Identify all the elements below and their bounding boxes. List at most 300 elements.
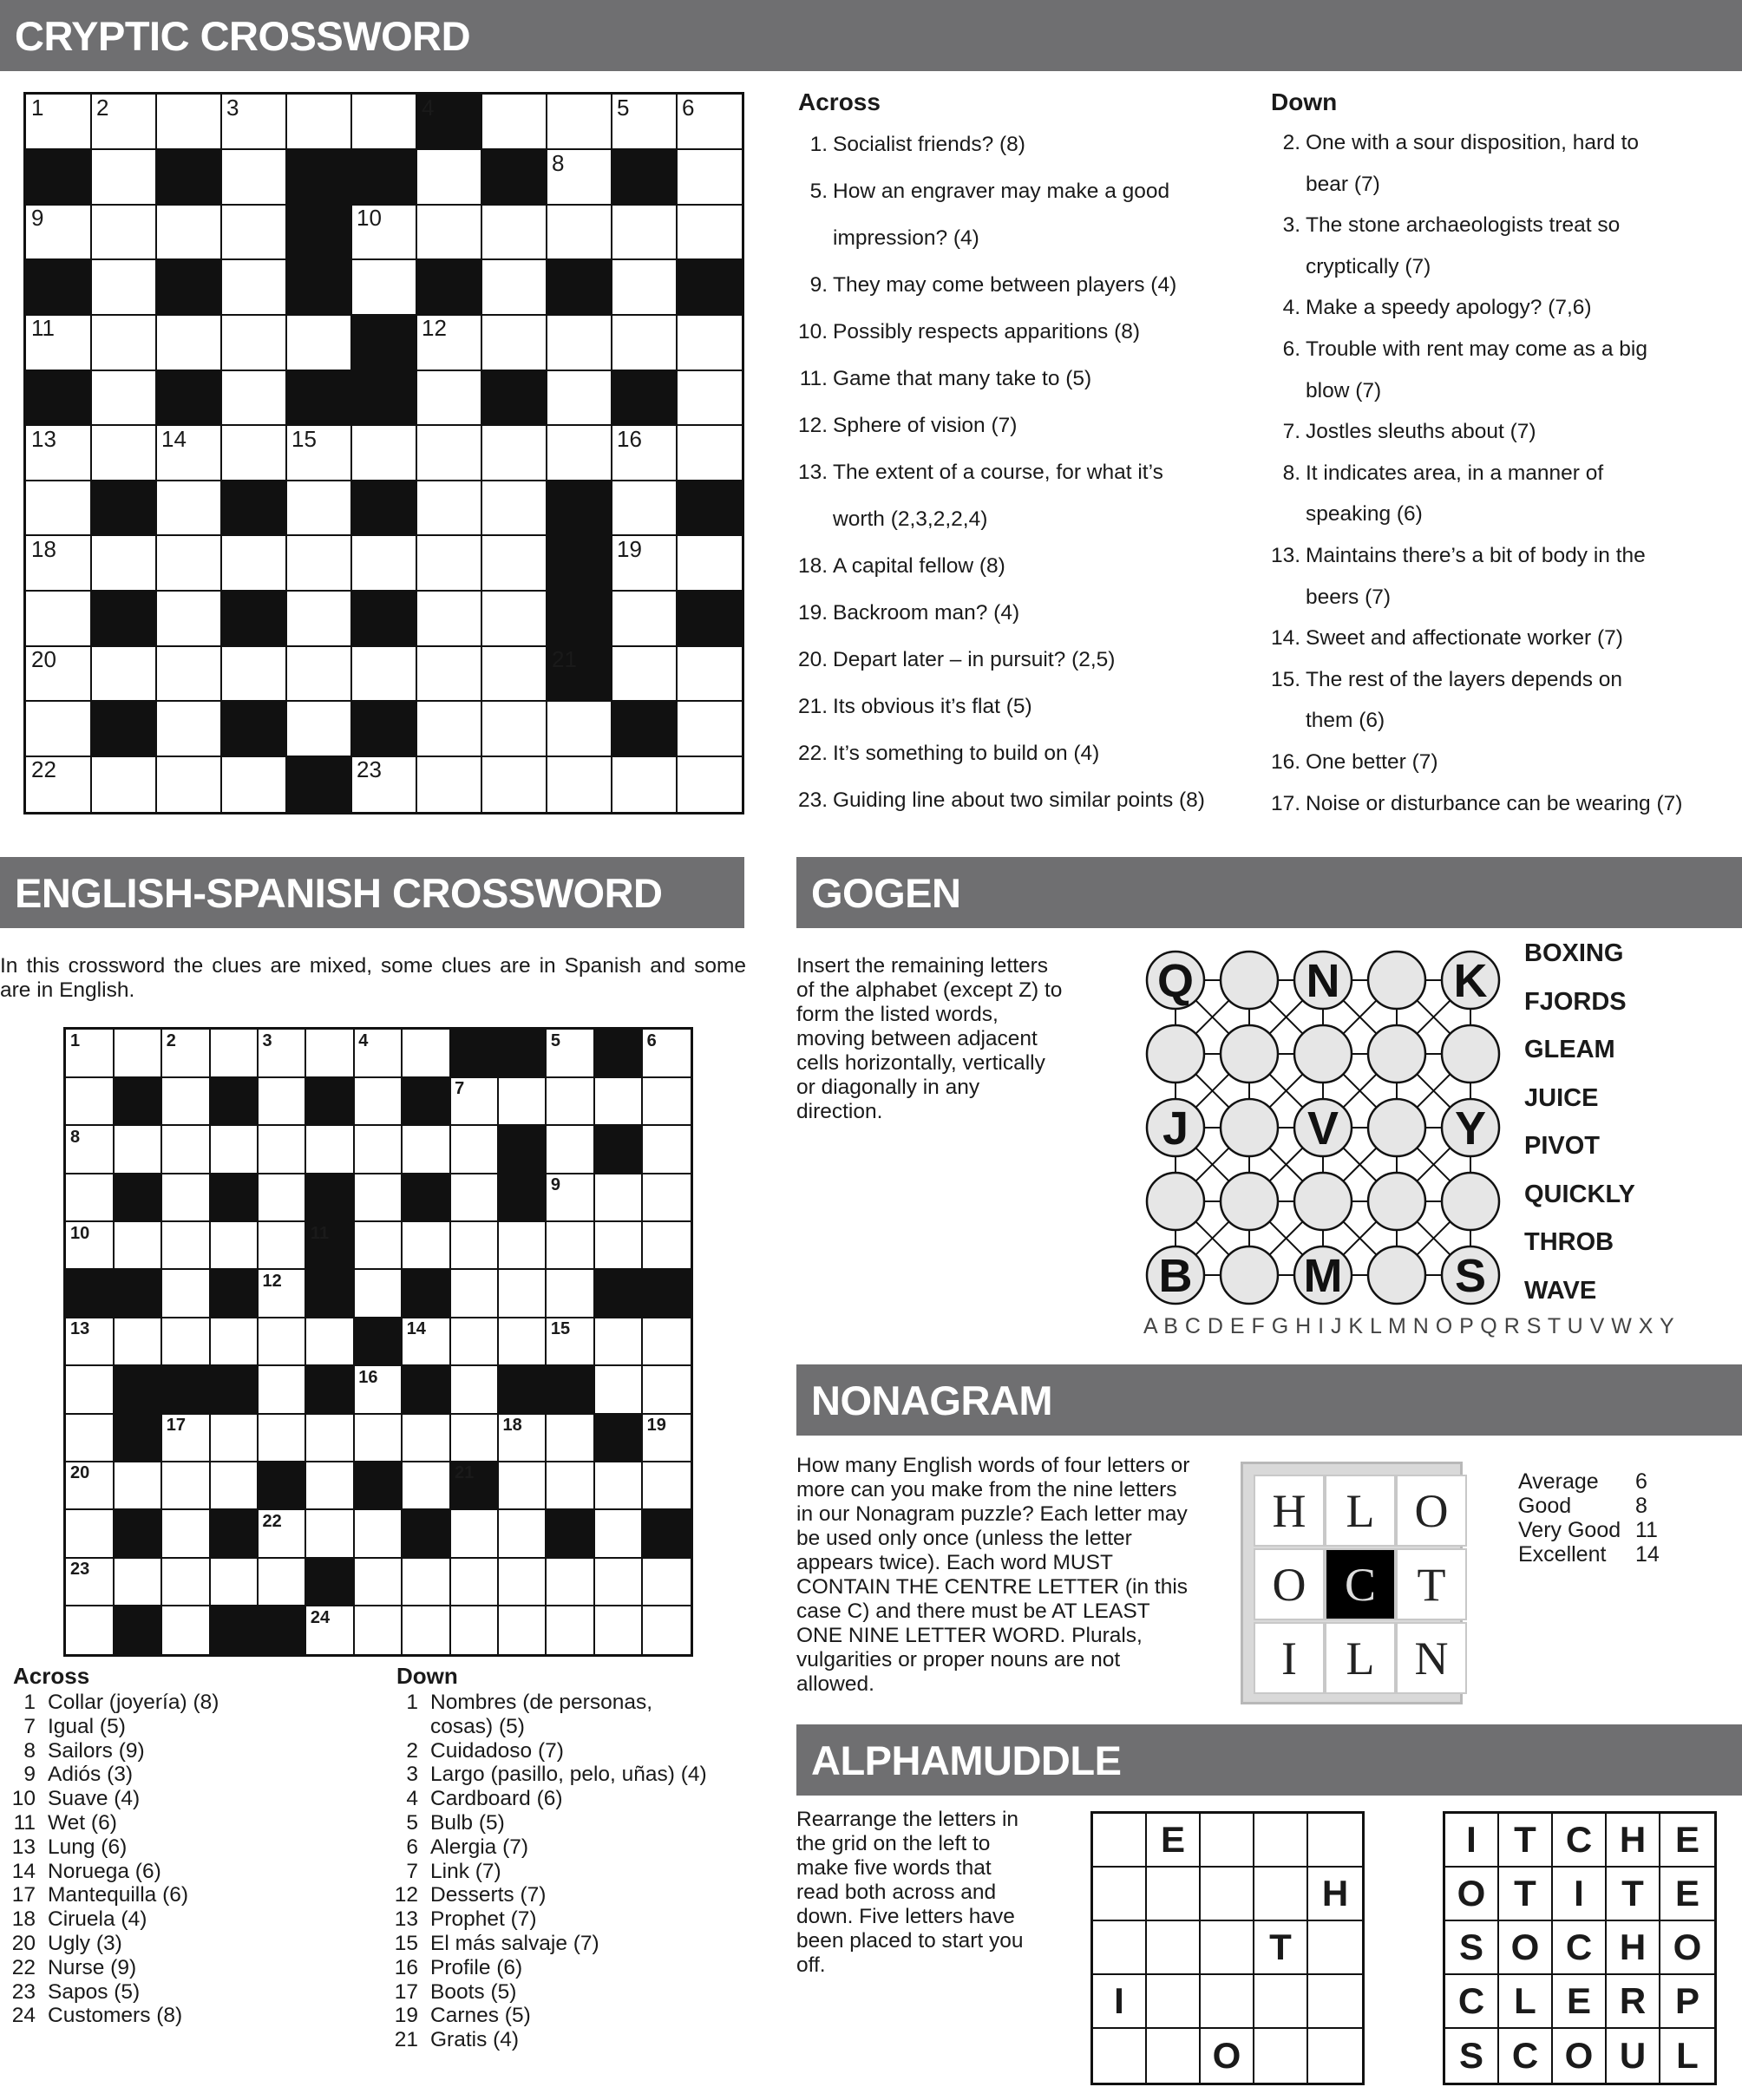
alphamuddle-cell[interactable] — [1254, 2029, 1308, 2083]
gogen-cell[interactable] — [1368, 1099, 1425, 1156]
crossword-cell[interactable] — [643, 1462, 691, 1510]
crossword-cell[interactable] — [286, 481, 352, 536]
crossword-cell[interactable] — [66, 1077, 115, 1126]
crossword-cell[interactable] — [498, 1414, 547, 1462]
crossword-cell[interactable] — [547, 1318, 595, 1366]
crossword-cell[interactable] — [677, 205, 743, 260]
alphamuddle-cell[interactable] — [1308, 1975, 1362, 2029]
gogen-cell[interactable] — [1294, 1025, 1352, 1083]
crossword-cell[interactable] — [643, 1222, 691, 1271]
crossword-cell[interactable] — [547, 150, 612, 206]
spanish-across-heading: Across — [13, 1663, 90, 1689]
crossword-cell[interactable] — [210, 1318, 259, 1366]
crossword-cell[interactable] — [259, 1030, 307, 1078]
crossword-cell[interactable] — [416, 646, 482, 702]
crossword-cell[interactable] — [91, 260, 157, 316]
crossword-cell[interactable] — [91, 646, 157, 702]
crossword-cell[interactable] — [594, 1462, 643, 1510]
gogen-cell[interactable] — [1221, 1025, 1278, 1083]
crossword-cell[interactable] — [354, 1414, 403, 1462]
crossword-cell[interactable] — [66, 1366, 115, 1415]
crossword-cell[interactable] — [416, 481, 482, 536]
crossword-cell[interactable] — [547, 95, 612, 150]
crossword-cell[interactable] — [403, 1558, 451, 1606]
crossword-cell[interactable] — [221, 150, 287, 206]
crossword-cell[interactable] — [114, 1126, 162, 1174]
alphamuddle-letter: C — [1553, 1814, 1607, 1868]
crossword-cell[interactable] — [286, 315, 352, 370]
crossword-cell[interactable] — [26, 646, 92, 702]
crossword-cell[interactable] — [416, 426, 482, 481]
crossword-cell[interactable] — [114, 1558, 162, 1606]
crossword-cell[interactable] — [547, 1030, 595, 1078]
crossword-cell[interactable] — [547, 1126, 595, 1174]
gogen-cell[interactable] — [1147, 1025, 1204, 1083]
crossword-cell[interactable] — [643, 1366, 691, 1415]
gogen-cell[interactable] — [1221, 1173, 1278, 1230]
crossword-cell[interactable] — [91, 150, 157, 206]
crossword-cell[interactable] — [547, 1270, 595, 1318]
crossword-cell[interactable] — [450, 1318, 499, 1366]
crossword-cell[interactable] — [354, 1558, 403, 1606]
crossword-cell[interactable] — [66, 1126, 115, 1174]
crossword-cell[interactable] — [594, 1510, 643, 1559]
clue-number: 5 — [550, 1031, 560, 1050]
crossword-cell[interactable] — [162, 1222, 211, 1271]
crossword-cell[interactable] — [643, 1174, 691, 1222]
alphamuddle-cell[interactable] — [1308, 2029, 1362, 2083]
crossword-cell[interactable] — [498, 1510, 547, 1559]
clue-number: 4. — [1282, 296, 1300, 320]
alphamuddle-cell[interactable] — [1201, 1975, 1254, 2029]
crossword-cell[interactable] — [403, 1606, 451, 1655]
crossword-cell[interactable] — [259, 1366, 307, 1415]
crossword-cell[interactable] — [547, 370, 612, 426]
clue-number: 8 — [23, 1738, 36, 1763]
crossword-cell[interactable] — [594, 1606, 643, 1655]
crossword-cell[interactable] — [547, 1606, 595, 1655]
alphamuddle-cell[interactable] — [1147, 1975, 1201, 2029]
crossword-cell[interactable] — [26, 592, 92, 647]
alphamuddle-cell[interactable] — [1201, 1814, 1254, 1868]
crossword-cell[interactable] — [156, 315, 222, 370]
crossword-cell[interactable] — [221, 646, 287, 702]
gogen-alphabet: A B C D E F G H I J K L M N O P Q R S T U V W X Y — [1143, 1314, 1675, 1338]
crossword-cell[interactable] — [221, 260, 287, 316]
gogen-cell[interactable] — [1368, 1246, 1425, 1304]
crossword-cell[interactable] — [210, 1414, 259, 1462]
crossword-cell[interactable] — [66, 1462, 115, 1510]
crossword-cell[interactable] — [612, 95, 678, 150]
gogen-cell[interactable] — [1221, 952, 1278, 1009]
crossword-cell[interactable] — [677, 150, 743, 206]
crossword-cell[interactable] — [354, 1606, 403, 1655]
crossword-cell[interactable] — [354, 1366, 403, 1415]
clue-number: 16 — [358, 1367, 378, 1387]
alphamuddle-cell: T — [1254, 1921, 1308, 1975]
crossword-cell[interactable] — [677, 702, 743, 757]
crossword-cell[interactable] — [286, 646, 352, 702]
cryptic-across-heading: Across — [798, 88, 881, 115]
gogen-cell[interactable] — [1221, 1099, 1278, 1156]
crossword-cell[interactable] — [481, 756, 547, 812]
crossword-cell[interactable] — [612, 205, 678, 260]
crossword-cell[interactable] — [643, 1077, 691, 1126]
alphamuddle-cell[interactable] — [1093, 1921, 1147, 1975]
crossword-cell[interactable] — [450, 1126, 499, 1174]
crossword-cell[interactable] — [354, 1222, 403, 1271]
crossword-cell[interactable] — [156, 702, 222, 757]
crossword-cell[interactable] — [354, 1077, 403, 1126]
crossword-cell[interactable] — [351, 756, 417, 812]
crossword-cell[interactable] — [306, 1414, 355, 1462]
crossword-cell[interactable] — [354, 1126, 403, 1174]
crossword-cell[interactable] — [547, 1462, 595, 1510]
crossword-cell[interactable] — [156, 426, 222, 481]
crossword-cell[interactable] — [91, 370, 157, 426]
crossword-cell[interactable] — [677, 370, 743, 426]
crossword-cell[interactable] — [26, 426, 92, 481]
clue-number: 16 — [617, 425, 642, 452]
gogen-cell[interactable] — [1368, 1025, 1425, 1083]
crossword-cell[interactable] — [612, 315, 678, 370]
alphamuddle-cell[interactable] — [1308, 1921, 1362, 1975]
crossword-cell[interactable] — [221, 756, 287, 812]
crossword-cell[interactable] — [594, 1318, 643, 1366]
crossword-cell[interactable] — [91, 536, 157, 592]
clue-item — [1306, 586, 1682, 627]
crossword-cell[interactable] — [114, 1222, 162, 1271]
crossword-cell[interactable] — [306, 1606, 355, 1655]
clue-number: 15. — [1270, 667, 1300, 691]
crossword-cell[interactable] — [259, 1318, 307, 1366]
score-value: 14 — [1635, 1542, 1660, 1567]
crossword-cell[interactable] — [91, 756, 157, 812]
gogen-cell[interactable] — [1147, 1173, 1204, 1230]
gogen-word: THROB — [1524, 1228, 1614, 1256]
clue-text: Game that many take to (5) — [833, 367, 1092, 390]
crossword-cell[interactable] — [416, 205, 482, 260]
crossword-cell[interactable] — [66, 1414, 115, 1462]
crossword-cell[interactable] — [156, 95, 222, 150]
crossword-cell[interactable] — [403, 1318, 451, 1366]
clue-item — [809, 133, 1205, 180]
crossword-cell[interactable] — [91, 315, 157, 370]
crossword-cell[interactable] — [498, 1462, 547, 1510]
crossword-cell[interactable] — [612, 536, 678, 592]
crossword-cell[interactable] — [594, 1222, 643, 1271]
crossword-cell[interactable] — [481, 95, 547, 150]
crossword-cell[interactable] — [612, 756, 678, 812]
crossword-cell[interactable] — [259, 1414, 307, 1462]
crossword-cell[interactable] — [612, 426, 678, 481]
crossword-cell[interactable] — [221, 426, 287, 481]
crossword-cell[interactable] — [210, 1030, 259, 1078]
crossword-cell[interactable] — [498, 1558, 547, 1606]
crossword-cell[interactable] — [612, 481, 678, 536]
crossword-cell[interactable] — [403, 1030, 451, 1078]
crossword-cell[interactable] — [306, 1126, 355, 1174]
crossword-cell[interactable] — [416, 756, 482, 812]
clue-item — [11, 1955, 219, 1980]
clue-number: 17. — [1270, 791, 1300, 815]
crossword-cell[interactable] — [91, 426, 157, 481]
crossword-cell[interactable] — [403, 1222, 451, 1271]
crossword-block — [450, 1462, 499, 1510]
crossword-block — [26, 370, 92, 426]
crossword-cell[interactable] — [162, 1174, 211, 1222]
clue-item — [1270, 543, 1682, 586]
crossword-cell[interactable] — [26, 205, 92, 260]
crossword-cell[interactable] — [162, 1558, 211, 1606]
crossword-cell[interactable] — [306, 1462, 355, 1510]
clue-text: Alergia (7) — [430, 1835, 529, 1859]
crossword-cell[interactable] — [162, 1462, 211, 1510]
crossword-cell[interactable] — [259, 1077, 307, 1126]
crossword-cell[interactable] — [498, 1077, 547, 1126]
crossword-cell[interactable] — [91, 95, 157, 150]
clue-item — [797, 695, 1205, 742]
crossword-block — [403, 1366, 451, 1415]
crossword-cell[interactable] — [286, 426, 352, 481]
crossword-cell[interactable] — [156, 592, 222, 647]
alphamuddle-cell[interactable] — [1093, 1814, 1147, 1868]
crossword-cell[interactable] — [547, 1222, 595, 1271]
crossword-cell[interactable] — [351, 536, 417, 592]
clue-number: 19 — [617, 535, 642, 562]
crossword-cell[interactable] — [259, 1270, 307, 1318]
crossword-cell[interactable] — [156, 756, 222, 812]
clue-item — [1270, 667, 1682, 710]
crossword-cell[interactable] — [643, 1414, 691, 1462]
crossword-cell[interactable] — [114, 1030, 162, 1078]
crossword-cell[interactable] — [403, 1414, 451, 1462]
score-label: Excellent — [1518, 1542, 1607, 1567]
crossword-cell[interactable] — [450, 1077, 499, 1126]
crossword-cell[interactable] — [162, 1077, 211, 1126]
crossword-cell[interactable] — [594, 1558, 643, 1606]
crossword-cell[interactable] — [351, 426, 417, 481]
crossword-cell[interactable] — [162, 1126, 211, 1174]
crossword-cell[interactable] — [481, 205, 547, 260]
crossword-cell[interactable] — [450, 1606, 499, 1655]
crossword-cell[interactable] — [66, 1318, 115, 1366]
crossword-cell[interactable] — [66, 1174, 115, 1222]
crossword-cell[interactable] — [221, 205, 287, 260]
alphamuddle-cell[interactable] — [1093, 2029, 1147, 2083]
crossword-cell[interactable] — [416, 370, 482, 426]
crossword-cell[interactable] — [66, 1222, 115, 1271]
alphamuddle-cell[interactable] — [1254, 1975, 1308, 2029]
crossword-cell[interactable] — [259, 1558, 307, 1606]
crossword-cell[interactable] — [351, 646, 417, 702]
gogen-cell[interactable] — [1368, 952, 1425, 1009]
crossword-cell[interactable] — [210, 1222, 259, 1271]
crossword-cell[interactable] — [26, 481, 92, 536]
crossword-cell[interactable] — [259, 1510, 307, 1559]
crossword-cell[interactable] — [547, 315, 612, 370]
crossword-cell[interactable] — [403, 1126, 451, 1174]
crossword-cell[interactable] — [286, 536, 352, 592]
gogen-cell[interactable] — [1368, 1173, 1425, 1230]
crossword-cell[interactable] — [259, 1222, 307, 1271]
crossword-cell[interactable] — [416, 536, 482, 592]
crossword-cell[interactable] — [26, 536, 92, 592]
crossword-cell[interactable] — [26, 756, 92, 812]
crossword-cell[interactable] — [26, 315, 92, 370]
crossword-cell[interactable] — [547, 756, 612, 812]
crossword-cell[interactable] — [210, 1558, 259, 1606]
crossword-cell[interactable] — [26, 702, 92, 757]
crossword-cell[interactable] — [66, 1030, 115, 1078]
crossword-cell[interactable] — [66, 1510, 115, 1559]
crossword-cell[interactable] — [498, 1318, 547, 1366]
gogen-cell[interactable] — [1442, 1025, 1499, 1083]
crossword-cell[interactable] — [481, 646, 547, 702]
crossword-cell[interactable] — [677, 646, 743, 702]
crossword-cell[interactable] — [643, 1126, 691, 1174]
crossword-cell[interactable] — [450, 1414, 499, 1462]
crossword-cell[interactable] — [210, 1126, 259, 1174]
alphamuddle-cell[interactable] — [1308, 1814, 1362, 1868]
crossword-cell[interactable] — [306, 1030, 355, 1078]
crossword-cell[interactable] — [643, 1558, 691, 1606]
crossword-cell[interactable] — [498, 1270, 547, 1318]
crossword-cell[interactable] — [162, 1270, 211, 1318]
crossword-cell[interactable] — [450, 1270, 499, 1318]
crossword-cell[interactable] — [481, 702, 547, 757]
crossword-cell[interactable] — [481, 315, 547, 370]
crossword-cell[interactable] — [286, 95, 352, 150]
crossword-cell[interactable] — [547, 1077, 595, 1126]
crossword-cell[interactable] — [351, 205, 417, 260]
gogen-cell[interactable] — [1221, 1246, 1278, 1304]
crossword-cell[interactable] — [612, 592, 678, 647]
crossword-cell[interactable] — [594, 1366, 643, 1415]
crossword-cell[interactable] — [259, 1126, 307, 1174]
alphamuddle-cell[interactable] — [1201, 1868, 1254, 1921]
crossword-cell[interactable] — [612, 646, 678, 702]
crossword-cell[interactable] — [547, 702, 612, 757]
crossword-cell[interactable] — [416, 150, 482, 206]
crossword-cell[interactable] — [351, 260, 417, 316]
crossword-cell[interactable] — [114, 1318, 162, 1366]
crossword-cell[interactable] — [643, 1318, 691, 1366]
crossword-cell[interactable] — [306, 1510, 355, 1559]
alphamuddle-cell[interactable] — [1147, 1921, 1201, 1975]
crossword-cell[interactable] — [66, 1558, 115, 1606]
crossword-cell[interactable] — [286, 702, 352, 757]
crossword-cell[interactable] — [354, 1174, 403, 1222]
crossword-cell[interactable] — [612, 260, 678, 316]
crossword-cell[interactable] — [594, 1174, 643, 1222]
crossword-cell[interactable] — [643, 1030, 691, 1078]
crossword-cell[interactable] — [481, 260, 547, 316]
crossword-cell[interactable] — [162, 1030, 211, 1078]
crossword-cell[interactable] — [162, 1318, 211, 1366]
clue-item — [797, 601, 1205, 648]
alphamuddle-cell[interactable] — [1254, 1814, 1308, 1868]
crossword-cell[interactable] — [450, 1222, 499, 1271]
alphamuddle-cell[interactable] — [1254, 1868, 1308, 1921]
crossword-cell[interactable] — [156, 646, 222, 702]
crossword-cell[interactable] — [481, 426, 547, 481]
clue-item — [1282, 296, 1682, 337]
alphamuddle-cell[interactable] — [1201, 1921, 1254, 1975]
crossword-cell[interactable] — [162, 1510, 211, 1559]
crossword-cell[interactable] — [677, 756, 743, 812]
clue-number: 2. — [1282, 131, 1300, 154]
crossword-cell[interactable] — [547, 205, 612, 260]
crossword-cell[interactable] — [643, 1606, 691, 1655]
alphamuddle-cell[interactable] — [1147, 2029, 1201, 2083]
crossword-cell[interactable] — [450, 1510, 499, 1559]
crossword-cell[interactable] — [210, 1462, 259, 1510]
crossword-cell[interactable] — [481, 481, 547, 536]
crossword-cell[interactable] — [351, 95, 417, 150]
clue-number: 2 — [166, 1031, 176, 1050]
crossword-cell[interactable] — [354, 1510, 403, 1559]
gogen-cell[interactable] — [1294, 1173, 1352, 1230]
crossword-cell[interactable] — [450, 1174, 499, 1222]
crossword-cell[interactable] — [547, 1174, 595, 1222]
crossword-cell[interactable] — [221, 370, 287, 426]
alphamuddle-letter: O — [1553, 2029, 1607, 2083]
crossword-cell[interactable] — [221, 95, 287, 150]
crossword-cell[interactable] — [416, 592, 482, 647]
crossword-cell[interactable] — [259, 1174, 307, 1222]
alphamuddle-cell[interactable] — [1093, 1868, 1147, 1921]
crossword-cell[interactable] — [547, 426, 612, 481]
crossword-cell[interactable] — [354, 1030, 403, 1078]
crossword-cell[interactable] — [450, 1558, 499, 1606]
crossword-cell[interactable] — [162, 1414, 211, 1462]
crossword-cell[interactable] — [481, 592, 547, 647]
crossword-cell[interactable] — [91, 205, 157, 260]
crossword-cell[interactable] — [481, 536, 547, 592]
crossword-cell[interactable] — [156, 536, 222, 592]
crossword-cell[interactable] — [547, 1414, 595, 1462]
crossword-cell[interactable] — [66, 1606, 115, 1655]
crossword-cell[interactable] — [403, 1462, 451, 1510]
crossword-cell[interactable] — [156, 481, 222, 536]
crossword-cell[interactable] — [114, 1462, 162, 1510]
crossword-cell[interactable] — [677, 315, 743, 370]
crossword-cell[interactable] — [354, 1270, 403, 1318]
crossword-cell[interactable] — [498, 1222, 547, 1271]
crossword-cell[interactable] — [416, 702, 482, 757]
crossword-cell[interactable] — [547, 1558, 595, 1606]
crossword-cell[interactable] — [162, 1606, 211, 1655]
crossword-cell[interactable] — [286, 592, 352, 647]
crossword-cell[interactable] — [677, 95, 743, 150]
gogen-cell[interactable] — [1442, 1173, 1499, 1230]
clue-text: beers (7) — [1306, 585, 1392, 609]
crossword-cell[interactable] — [498, 1606, 547, 1655]
crossword-cell[interactable] — [306, 1318, 355, 1366]
crossword-cell[interactable] — [677, 536, 743, 592]
crossword-cell[interactable] — [156, 205, 222, 260]
crossword-cell[interactable] — [594, 1077, 643, 1126]
crossword-cell[interactable] — [26, 95, 92, 150]
alphamuddle-cell[interactable] — [1147, 1868, 1201, 1921]
crossword-cell[interactable] — [450, 1366, 499, 1415]
crossword-cell[interactable] — [221, 315, 287, 370]
clue-number: 22 — [31, 756, 56, 783]
crossword-cell[interactable] — [416, 315, 482, 370]
crossword-cell[interactable] — [677, 426, 743, 481]
crossword-cell[interactable] — [221, 536, 287, 592]
